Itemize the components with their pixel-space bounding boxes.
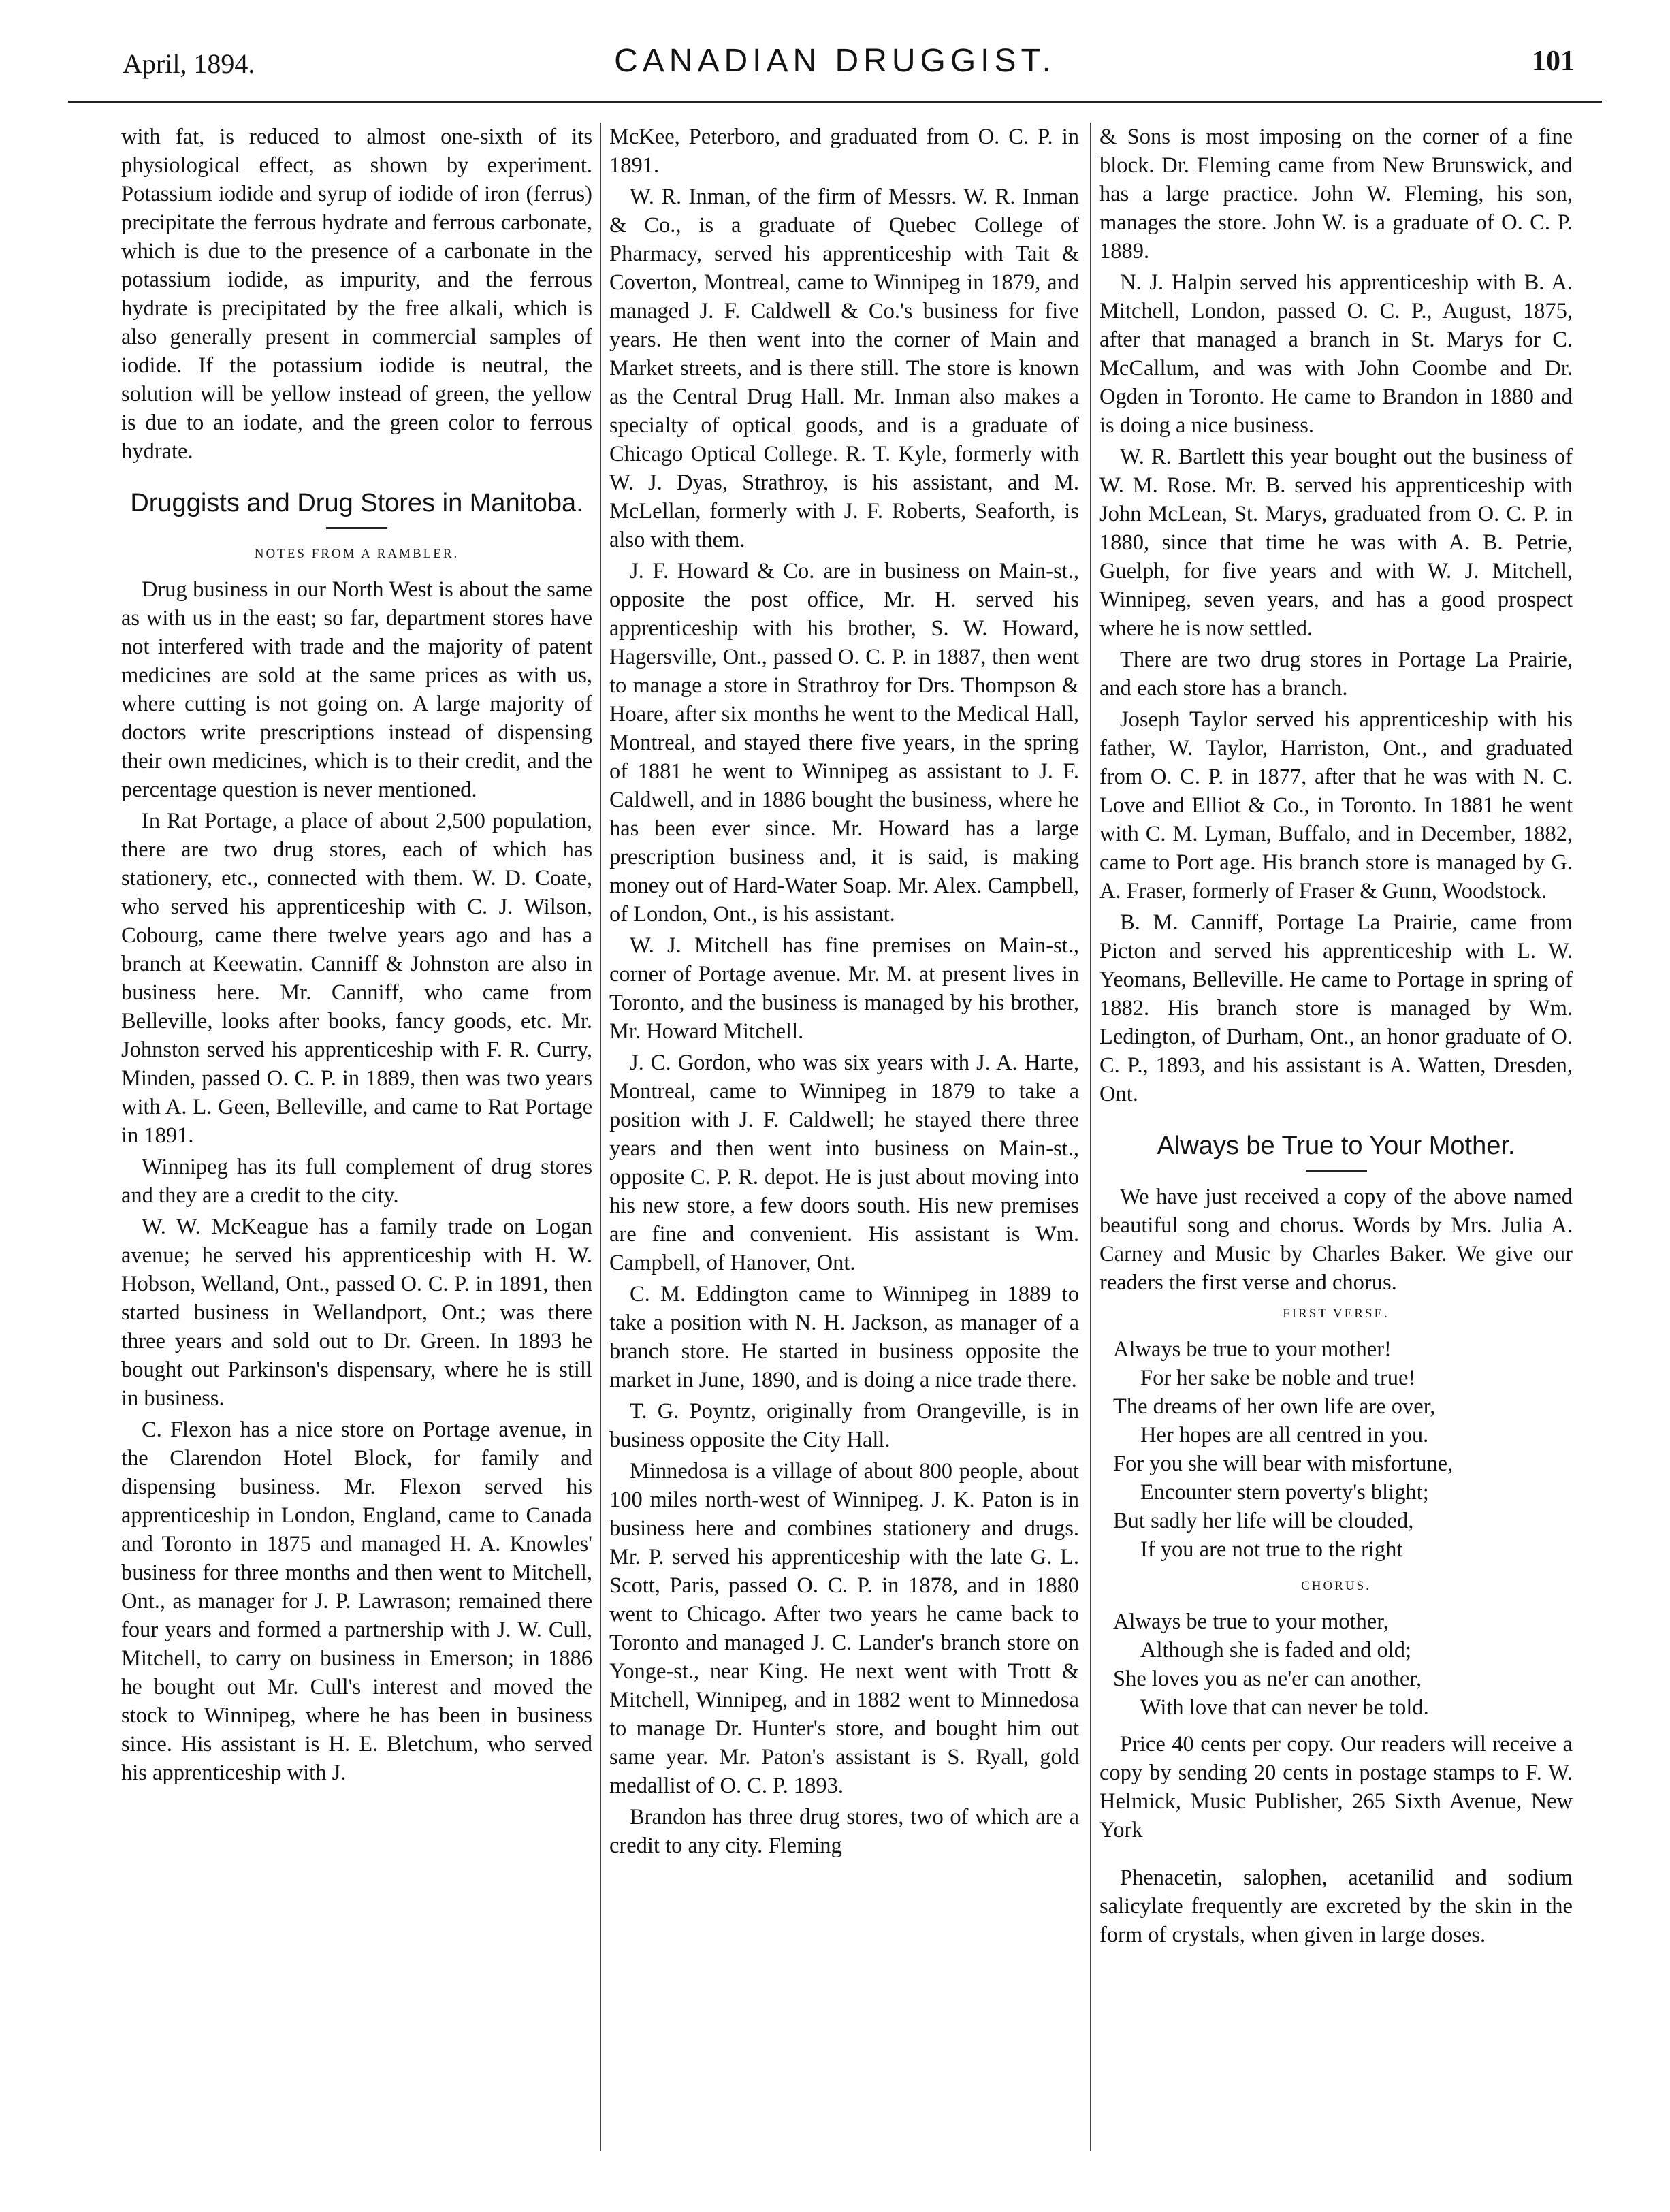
page-header [68, 41, 1602, 102]
song-title-rule [1306, 1170, 1367, 1172]
title-rule [326, 527, 387, 529]
header-rule [68, 101, 1602, 103]
column-1 [121, 123, 592, 2165]
paragraph: W. R. Inman, of the firm of Messrs. W. R. Inman & Co., is a graduate of Quebec College of Pharmacy, served his apprenticeship with Tait & Coverton, Montreal, came to Winnipeg in 1879, and managed J. F. Caldwell & Co.'s business for five years. He then went into the corner of Main and Market streets, and is there still. The store is known as the Central Drug Hall. Mr. Inman also makes a specialty of optical goods, and is a graduate of Chicago Optical College. R. T. Kyle, formerly with W. J. Dyas, Strathroy, is his assistant, and M. McLellan, formerly with J. F. Roberts, Seaforth, is also with them. [609, 185, 1079, 552]
chorus-label: CHORUS. [1301, 1579, 1371, 1593]
closing-paragraph: Phenacetin, salophen, acetanilid and sodium salicylate frequently are excreted by the skin in the form of crystals, when given in large doses. [1099, 1865, 1573, 1947]
column-divider-1 [600, 123, 601, 2151]
verse-line: But sadly her life will be clouded, [1113, 1509, 1414, 1533]
paragraph: W. W. McKeague has a family trade on Logan avenue; he served his apprenticeship with H. W. Hobson, Welland, Ont., passed O. C. P. in 1891, then started business in Wellandport, Ont.; was there three years and sold out to Dr. Green. In 1893 he bought out Parkinson's dispensary, where he is still in business. [121, 1215, 592, 1411]
paragraph: B. M. Canniff, Portage La Prairie, came from Picton and served his apprenticeship with L. W. Yeomans, Belleville. He came to Portage in spring of 1882. His branch store is managed by Wm. Ledington, of Durham, Ont., an honor graduate of O. C. P., 1893, and his assistant is A. Watten, Dresden, Ont. [1099, 910, 1573, 1106]
verse-line: For her sake be noble and true! [1140, 1366, 1416, 1390]
paragraph: W. R. Bartlett this year bought out the business of W. M. Rose. Mr. B. served his apprenticeship with John McLean, St. Marys, graduated from O. C. P. in 1880, since that time he was with A. B. Petrie, Guelph, for five years and with W. J. Mitchell, Winnipeg, seven years, and has a good prospect where he is now settled. [1099, 445, 1573, 641]
issue-date: April, 1894. [123, 48, 255, 79]
verse-line: For you she will bear with misfortune, [1113, 1452, 1454, 1476]
paragraph: & Sons is most imposing on the corner of a fine block. Dr. Fleming came from New Brunswick, and has a large practice. John W. Fleming, his son, manages the store. John W. is a graduate of O. C. P. 1889. [1099, 125, 1573, 263]
first-verse [1113, 1335, 1573, 1564]
paragraph: In Rat Portage, a place of about 2,500 population, there are two drug stores, each of which has stationery, etc., connected with them. W. D. Coate, who served his apprenticeship with C. J. Wilson, Cobourg, came there twelve years ago and has a branch at Keewatin. Canniff & Johnston are also in business here. Mr. Canniff, who came from Belleville, looks after books, fancy goods, etc. Mr. Johnston served his apprenticeship with F. R. Curry, Minden, passed O. C. P. in 1889, then was two years with A. L. Geen, Belleville, and came to Rat Portage in 1891. [121, 809, 592, 1148]
paragraph: J. F. Howard & Co. are in business on Main-st., opposite the post office, Mr. H. served his apprenticeship with his brother, S. W. Howard, Hagersville, Ont., passed O. C. P. in 1887, then went to manage a store in Strathroy for Drs. Thompson & Hoare, after six months he went to the Medical Hall, Montreal, and stayed there five years, in the spring of 1881 he went to Winnipeg as assistant to J. F. Caldwell, and in 1886 bought the business, where he has been ever since. Mr. Howard has a large prescription business and, it is said, is making money out of Hard-Water Soap. Mr. Alex. Campbell, of London, Ont., is his assistant. [609, 559, 1079, 927]
section-subtitle: NOTES FROM A RAMBLER. [254, 547, 460, 561]
column-3 [1099, 123, 1573, 2165]
price-paragraph: Price 40 cents per copy. Our readers will receive a copy by sending 20 cents in postage stamps to F. W. Helmick, Music Publisher, 265 Sixth Avenue, New York [1099, 1732, 1573, 1842]
paragraph: W. J. Mitchell has fine premises on Main-st., corner of Portage avenue. Mr. M. at present lives in Toronto, and the business is managed by his brother, Mr. Howard Mitchell. [609, 933, 1079, 1044]
paragraph: Drug business in our North West is about the same as with us in the east; so far, department stores have not interfered with trade and the majority of patent medicines are sold at the same prices as with us, where cutting is not going on. A large majority of doctors write prescriptions instead of dispensing their own medicines, which is to their credit, and the percentage question is never mentioned. [121, 577, 592, 802]
paragraph: T. G. Poyntz, originally from Orangeville, is in business opposite the City Hall. [609, 1399, 1079, 1452]
verse-line: If you are not true to the right [1140, 1537, 1403, 1562]
verse-line: Always be true to your mother! [1113, 1337, 1392, 1362]
chorus-line: Always be true to your mother, [1113, 1609, 1389, 1634]
paragraph: Brandon has three drug stores, two of which are a credit to any city. Fleming [609, 1805, 1079, 1858]
song-intro: We have just received a copy of the above named beautiful song and chorus. Words by Mrs. Julia A. Carney and Music by Charles Baker. We give our readers the first verse and chorus. [1099, 1185, 1573, 1295]
paragraph: Joseph Taylor served his apprenticeship with his father, W. Taylor, Harriston, Ont., and graduated from O. C. P. in 1877, after that he was with N. C. Love and Elliot & Co., in Toronto. In 1881 he went with C. M. Lyman, Buffalo, and in December, 1882, came to Port age. His branch store is managed by G. A. Fraser, formerly of Fraser & Gunn, Woodstock. [1099, 707, 1573, 903]
section-title: Druggists and Drug Stores in Manitoba. [130, 489, 583, 517]
verse-label: FIRST VERSE. [1283, 1307, 1390, 1321]
intro-paragraph: with fat, is reduced to almost one-sixth of its physiological effect, as shown by experiment. Potassium iodide and syrup of iodide of iron (ferrus) precipitate the ferrous hydrate and ferrous carbonate, which is due to the presence of a carbonate in the potassium iodide, as impurity, and the ferrous hydrate is precipitated by the free alkali, which is also generally present in commercial samples of iodide. If the potassium iodide is neutral, the solution will be yellow instead of green, the yellow is due to an iodate, and the green color to ferrous hydrate. [121, 125, 592, 464]
paragraph: N. J. Halpin served his apprenticeship with B. A. Mitchell, London, passed O. C. P., August, 1875, after that managed a branch in St. Marys for C. McCallum, and was with John Coombe and Dr. Ogden in Toronto. He came to Brandon in 1880 and is doing a nice business. [1099, 270, 1573, 438]
paragraph: Winnipeg has its full complement of drug stores and they are a credit to the city. [121, 1155, 592, 1208]
paragraph: Minnedosa is a village of about 800 people, about 100 miles north-west of Winnipeg. J. K. Paton is in business here and combines stationery and drugs. Mr. P. served his apprenticeship with the late G. L. Scott, Paris, passed O. C. P. in 1878, and in 1880 went to Chicago. After two years he came back to Toronto and managed J. C. Lander's branch store on Yonge-st., near King. He next went with Trott & Mitchell, Winnipeg, and in 1882 went to Minnedosa to manage Dr. Hunter's store, and bought him out same year. Mr. Paton's assistant is S. Ryall, gold medallist of O. C. P. 1893. [609, 1459, 1079, 1798]
verse-line: Encounter stern poverty's blight; [1140, 1480, 1429, 1505]
column-divider-2 [1090, 123, 1091, 2151]
chorus-line: Although she is faded and old; [1140, 1638, 1412, 1663]
paragraph: There are two drug stores in Portage La Prairie, and each store has a branch. [1099, 647, 1573, 701]
verse-line: Her hopes are all centred in you. [1140, 1423, 1429, 1447]
chorus [1113, 1607, 1573, 1722]
chorus-line: With love that can never be told. [1140, 1695, 1429, 1720]
page-number: 101 [1532, 46, 1575, 77]
paragraph: McKee, Peterboro, and graduated from O. C. P. in 1891. [609, 125, 1079, 178]
paragraph: C. Flexon has a nice store on Portage avenue, in the Clarendon Hotel Block, for family and dispensing business. Mr. Flexon served his apprenticeship in London, England, came to Canada and Toronto in 1875 and managed H. A. Knowles' business for three months and then went to Mitchell, Ont., as manager for J. P. Lawrason; remained there four years and formed a partnership with J. W. Cull, Mitchell, to carry on business in Emerson; in 1886 he bought out Mr. Cull's interest and moved the stock to Winnipeg, where he has been in business since. His assistant is H. E. Bletchum, who served his apprenticeship with J. [121, 1417, 592, 1785]
paragraph: J. C. Gordon, who was six years with J. A. Harte, Montreal, came to Winnipeg in 1879 to take a position with J. F. Caldwell; he stayed there three years and then went into business on Main-st., opposite C. P. R. depot. He is just about moving into his new store, a few doors south. His new premises are fine and convenient. His assistant is Wm. Campbell, of Hanover, Ont. [609, 1051, 1079, 1275]
verse-line: The dreams of her own life are over, [1113, 1394, 1436, 1419]
journal-title: CANADIAN DRUGGIST. [614, 43, 1056, 79]
paragraph: C. M. Eddington came to Winnipeg in 1889 to take a position with N. H. Jackson, as manager of a branch store. He started in business opposite the market in June, 1890, and is doing a nice trade there. [609, 1282, 1079, 1392]
song-title: Always be True to Your Mother. [1157, 1132, 1515, 1160]
chorus-line: She loves you as ne'er can another, [1113, 1667, 1422, 1691]
column-2 [609, 123, 1079, 2165]
